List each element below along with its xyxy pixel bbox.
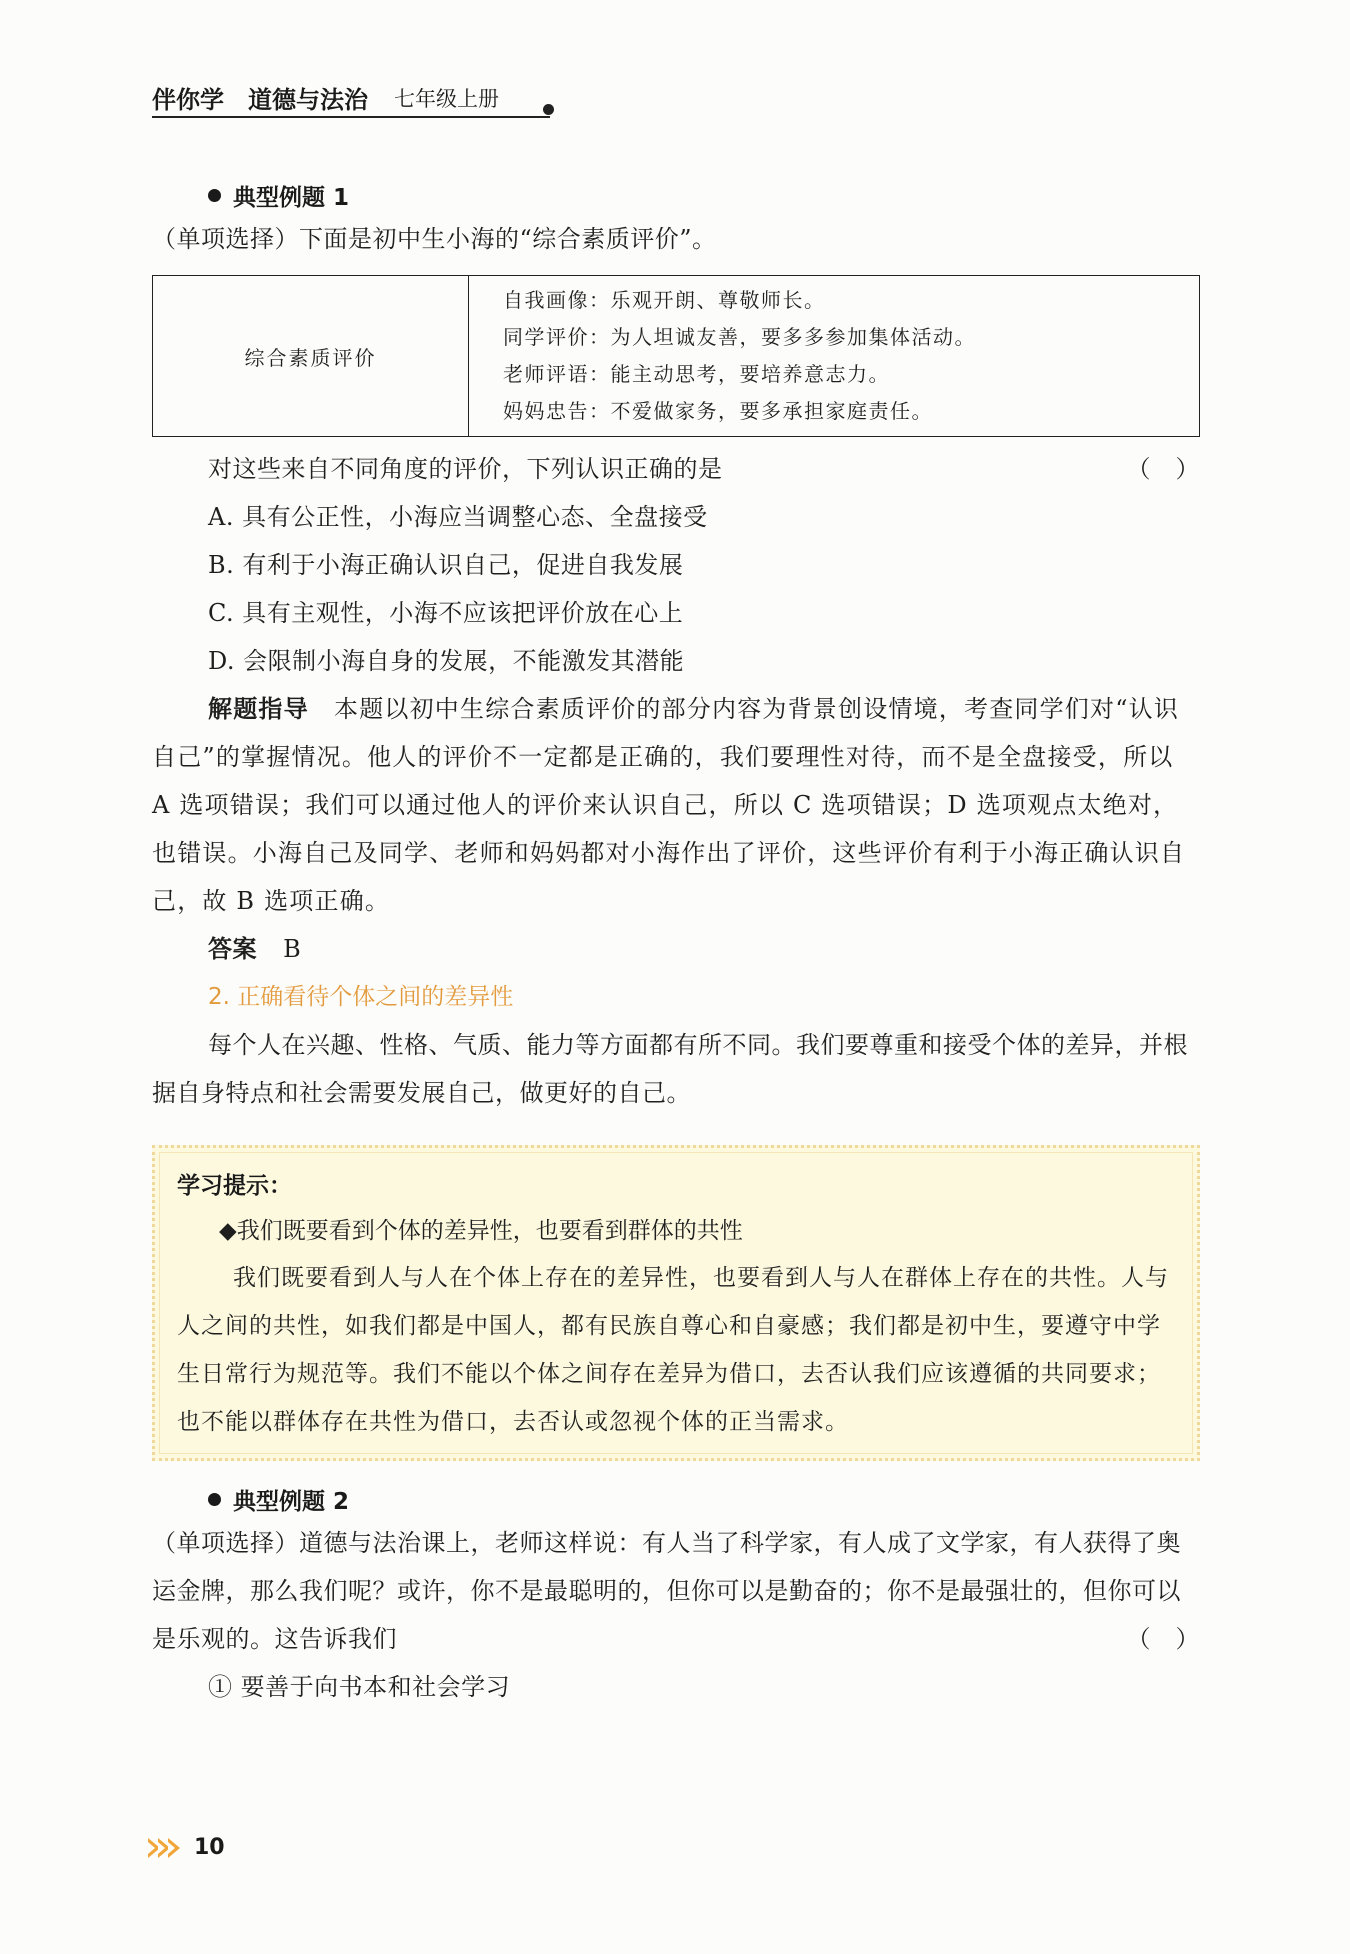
main-content [152, 175, 1200, 1711]
solution-guide-label: 解题指导 [208, 695, 309, 723]
chevrons-icon [148, 1838, 178, 1858]
answer-parentheses: （ ） [1126, 1625, 1200, 1653]
study-tip-title: 学习提示： [177, 1173, 292, 1199]
option-c: C. 具有主观性，小海不应该把评价放在心上 [208, 599, 684, 627]
section-2-text: 每个人在兴趣、性格、气质、能力等方面都有所不同。我们要尊重和接受个体的差异，并根据自身特点和社会需要发展自己，做更好的自己。 [152, 1031, 1188, 1107]
answer-value: B [283, 935, 302, 963]
evaluation-line: 老师评语：能主动思考，要培养意志力。 [503, 362, 890, 386]
option-b: B. 有利于小海正确认识自己，促进自我发展 [208, 551, 684, 579]
example-1-question [152, 445, 1200, 493]
evaluation-table [152, 275, 1200, 437]
question-text: （单项选择）道德与法治课上，老师这样说：有人当了科学家，有人成了文学家，有人获得了奥运金牌，那么我们呢？或许，你不是最聪明的，但你可以是勤奋的；你不是最强壮的，但你可以是乐观的。这告诉我们 [152, 1529, 1181, 1653]
example-1-title [152, 175, 1200, 215]
header-rule [152, 116, 550, 118]
evaluation-line: 同学评价：为人坦诚友善，要多多参加集体活动。 [503, 325, 976, 349]
example-2-title-text: 典型例题 2 [233, 1488, 350, 1515]
answer-parentheses: （ ） [1126, 455, 1200, 483]
solution-guide-text: 本题以初中生综合素质评价的部分内容为背景创设情境，考查同学们对“认识自己”的掌握情况。他人的评价不一定都是正确的，我们要理性对待，而不是全盘接受，所以 A 选项错误；我们可以通过他人的评价来认识自己，所以 C 选项错误；D 选项观点太绝对，也错误。小海自己及同学、老师和妈妈都对小海作出了评价，这些评价有利于小海正确认识自己，故 B 选项正确。 [152, 695, 1186, 915]
example-2-item-1: ① 要善于向书本和社会学习 [208, 1673, 511, 1701]
running-header [152, 78, 552, 118]
book-grade: 七年级上册 [394, 87, 499, 111]
evaluation-line: 自我画像：乐观开朗、尊敬师长。 [503, 288, 826, 312]
section-2-title: 2. 正确看待个体之间的差异性 [208, 984, 514, 1010]
evaluation-line: 妈妈忠告：不爱做家务，要多承担家庭责任。 [503, 399, 933, 423]
header-dot-icon [543, 104, 554, 115]
answer-label: 答案 [208, 935, 257, 963]
bullet-icon [208, 1493, 221, 1506]
question-text: 对这些来自不同角度的评价，下列认识正确的是 [208, 455, 723, 483]
example-2-title [152, 1479, 1200, 1519]
book-title: 伴你学 道德与法治 [152, 86, 368, 114]
study-tip-subtitle: ◆我们既要看到个体的差异性，也要看到群体的共性 [219, 1218, 743, 1244]
answer-line [152, 925, 1200, 973]
option-a: A. 具有公正性，小海应当调整心态、全盘接受 [208, 503, 708, 531]
study-tip-box [152, 1145, 1200, 1461]
example-1-intro: （单项选择）下面是初中生小海的“综合素质评价”。 [152, 225, 717, 253]
study-tip-body: 我们既要看到人与人在个体上存在的差异性，也要看到人与人在群体上存在的共性。人与人之间的共性，如我们都是中国人，都有民族自尊心和自豪感；我们都是初中生，要遵守中学生日常行为规范等。我们不能以个体之间存在差异为借口，去否认我们应该遵循的共同要求；也不能以群体存在共性为借口，去否认或忽视个体的正当需求。 [177, 1265, 1169, 1435]
page-footer [148, 1835, 225, 1860]
example-1-title-text: 典型例题 1 [233, 184, 350, 211]
option-d: D. 会限制小海自身的发展，不能激发其潜能 [208, 647, 685, 675]
evaluation-table-content [469, 276, 1200, 437]
evaluation-table-label: 综合素质评价 [153, 276, 469, 437]
bullet-icon [208, 189, 221, 202]
example-2-question [152, 1519, 1200, 1663]
solution-guide [152, 685, 1200, 925]
page-number: 10 [194, 1835, 225, 1860]
